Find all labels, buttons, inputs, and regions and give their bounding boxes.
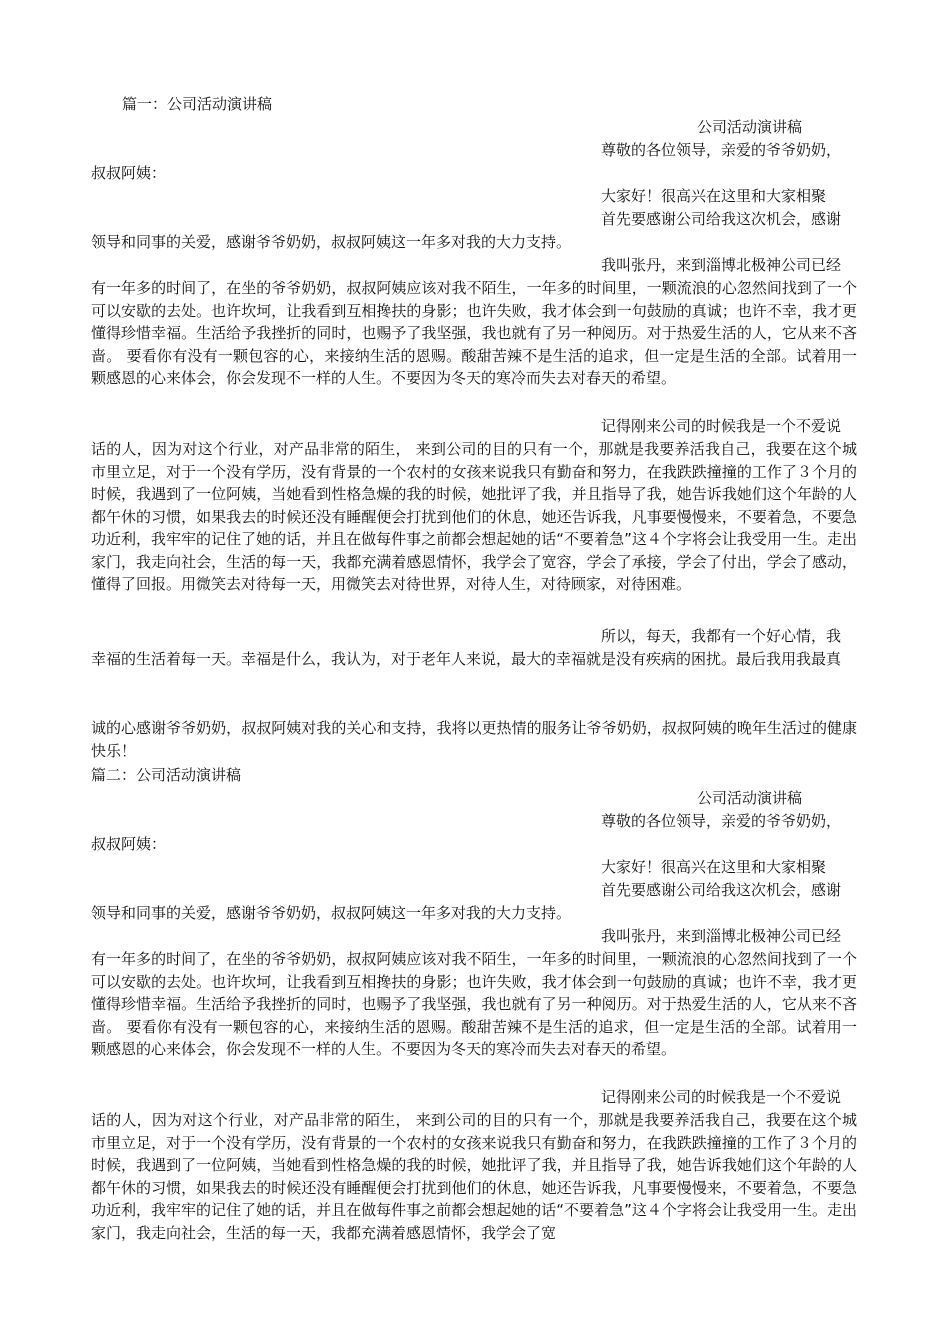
greeting-lead: 尊敬的各位领导，亲爱的爷爷奶奶， <box>601 141 842 159</box>
section-heading: 篇二：公司活动演讲稿 <box>91 766 242 784</box>
speech-title: 公司活动演讲稿 <box>697 118 803 136</box>
memory-lead: 记得刚来公司的时候我是一个不爱说 <box>601 1088 842 1106</box>
closing-continuation: 诚的心感谢爷爷奶奶，叔叔阿姨对我的关心和支持，我将以更热情的服务让爷爷奶奶，叔叔阿姨的晚年生活过的健康快乐！ <box>91 719 857 760</box>
greeting-lead: 尊敬的各位领导，亲爱的爷爷奶奶， <box>601 812 842 830</box>
memory-lead: 记得刚来公司的时候我是一个不爱说 <box>601 417 842 435</box>
thanks-rest: 领导和同事的关爱，感谢爷爷奶奶，叔叔阿姨这一年多对我的大力支持。 <box>91 904 572 922</box>
hello-line: 大家好！很高兴在这里和大家相聚 <box>601 187 827 205</box>
memory-paragraph: 话的人，因为对这个行业，对产品非常的陌生， 来到公司的目的只有一个，那就是我要养活我自己，我要在这个城市里立足，对于一个没有学历，没有背景的一个农村的女孩来说我只有勤奋和努力，在我跌跌撞撞的工作了３个月的时候，我遇到了一位阿姨，当她看到性格急燥的我的时候，她批评了我，并且指导了我，她告诉我她们这个年龄的人都午休的习惯，如果我去的时候还没有睡醒便会打扰到他们的休息，她还告诉我，凡事要慢慢来，不要着急，不要急功近利，我牢牢的记住了她的话，并且在做每件事之前都会想起她的话“不要着急”这４个字将会让我受用一生。走出家门，我走向社会，生活的每一天，我都充满着感恩情怀，我学会了宽 <box>91 1111 857 1242</box>
section-heading: 篇一：公司活动演讲稿 <box>122 95 273 113</box>
greeting-rest: 叔叔阿姨： <box>91 164 167 182</box>
closing-lead: 所以，每天，我都有一个好心情，我 <box>601 627 842 645</box>
intro-lead: 我叫张丹，来到淄博北极神公司已经 <box>601 256 842 274</box>
memory-paragraph: 话的人，因为对这个行业，对产品非常的陌生， 来到公司的目的只有一个，那就是我要养活我自己，我要在这个城市里立足，对于一个没有学历，没有背景的一个农村的女孩来说我只有勤奋和努力，在我跌跌撞撞的工作了３个月的时候，我遇到了一位阿姨，当她看到性格急燥的我的时候，她批评了我，并且指导了我，她告诉我她们这个年龄的人都午休的习惯，如果我去的时候还没有睡醒便会打扰到他们的休息，她还告诉我，凡事要慢慢来，不要着急，不要急功近利，我牢牢的记住了她的话，并且在做每件事之前都会想起她的话“不要着急”这４个字将会让我受用一生。走出家门，我走向社会，生活的每一天，我都充满着感恩情怀，我学会了宽容，学会了承接，学会了付出，学会了感动，懂得了回报。用微笑去对待每一天，用微笑去对待世界，对待人生，对待顾家，对待困难。 <box>91 440 857 593</box>
closing-paragraph: 幸福的生活着每一天。幸福是什么，我认为，对于老年人来说，最大的幸福就是没有疾病的困扰。最后我用我最真 <box>91 650 842 668</box>
intro-paragraph: 有一年多的时间了，在坐的爷爷奶奶，叔叔阿姨应该对我不陌生，一年多的时间里，一颗流浪的心忽然间找到了一个可以安歇的去处。也许坎坷，让我看到互相搀扶的身影；也许失败，我才体会到一句鼓励的真诚；也许不幸，我才更懂得珍惜幸福。生活给予我挫折的同时，也赐予了我坚强，我也就有了另一种阅历。对于热爱生活的人，它从来不吝啬。 要看你有没有一颗包容的心，来接纳生活的恩赐。酸甜苦辣不是生活的追求，但一定是生活的全部。试着用一颗感恩的心来体会，你会发现不一样的人生。不要因为冬天的寒冷而失去对春天的希望。 <box>91 950 857 1058</box>
greeting-rest: 叔叔阿姨： <box>91 835 167 853</box>
thanks-lead: 首先要感谢公司给我这次机会，感谢 <box>601 210 842 228</box>
intro-lead: 我叫张丹，来到淄博北极神公司已经 <box>601 927 842 945</box>
intro-paragraph: 有一年多的时间了，在坐的爷爷奶奶，叔叔阿姨应该对我不陌生，一年多的时间里，一颗流浪的心忽然间找到了一个可以安歇的去处。也许坎坷，让我看到互相搀扶的身影；也许失败，我才体会到一句鼓励的真诚；也许不幸，我才更懂得珍惜幸福。生活给予我挫折的同时，也赐予了我坚强，我也就有了另一种阅历。对于热爱生活的人，它从来不吝啬。 要看你有没有一颗包容的心，来接纳生活的恩赐。酸甜苦辣不是生活的追求，但一定是生活的全部。试着用一颗感恩的心来体会，你会发现不一样的人生。不要因为冬天的寒冷而失去对春天的希望。 <box>91 279 857 387</box>
thanks-rest: 领导和同事的关爱，感谢爷爷奶奶，叔叔阿姨这一年多对我的大力支持。 <box>91 233 572 251</box>
speech-title: 公司活动演讲稿 <box>697 789 803 807</box>
hello-line: 大家好！很高兴在这里和大家相聚 <box>601 858 827 876</box>
thanks-lead: 首先要感谢公司给我这次机会，感谢 <box>601 881 842 899</box>
